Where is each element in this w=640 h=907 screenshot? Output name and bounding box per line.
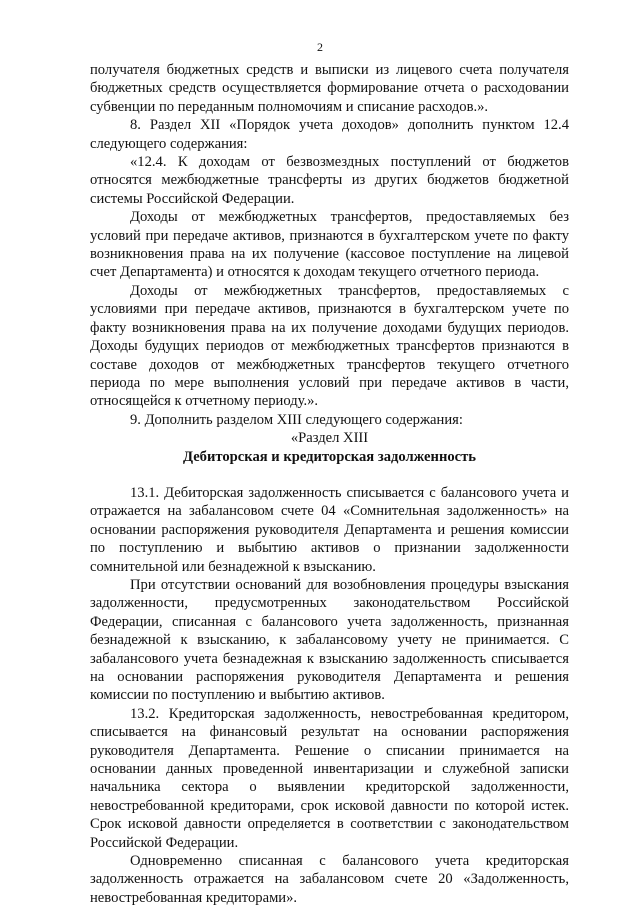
paragraph-simultaneously: Одновременно списанная с балансового учета кредиторская задолженность отражается на забалансовом счете 20 «Задолженность, невостребованная кредиторами». [90, 853, 569, 906]
paragraph-no-grounds: При отсутствии оснований для возобновления процедуры взыскания задолженности, предусмотренных законодательством Российской Федерации, списанная с балансового учета задолженность, признанная безнадежной к взысканию, к забалансовому учету не принимается. С забалансового учета безнадежная к взысканию задолженность списывается на основании распоряжения руководителя Департамента и решения комиссии по поступлению и выбытию активов. [90, 576, 569, 704]
paragraph-13-2: 13.2. Кредиторская задолженность, невостребованная кредитором, списывается на финансовый результат на основании распоряжения руководителя Департамента. Решение о списании принимается на основании данных проведенной инвентаризации и служебной записки начальника сектора о выявлении кредиторской задолженности, невостребованной кредиторами, срок исковой давности по которой истек. Срок исковой давности определяется в соответствии с законодательством Российской Федерации. [90, 705, 569, 851]
section-spacer [90, 466, 569, 484]
paragraph-item-9: 9. Дополнить разделом XIII следующего содержания: [130, 411, 463, 428]
paragraph-12-4: «12.4. К доходам от безвозмездных поступлений от бюджетов относятся межбюджетные трансферты из других бюджетов бюджетной системы Российской Федерации. [90, 154, 569, 207]
paragraph-continuation: получателя бюджетных средств и выписки из лицевого счета получателя бюджетных средств осуществляется формирование отчета о расходовании субвенции по переданным полномочиям и списание расходов.». [90, 62, 569, 115]
paragraph-income-with-conditions: Доходы от межбюджетных трансфертов, предоставляемых с условиями при передаче активов, признаются в бухгалтерском учете по факту возникновения права на их получение доходами будущих периодов. Доходы будущих периодов от межбюджетных трансфертов признаются в составе доходов от межбюджетных трансфертов текущего отчетного периода по мере выполнения условий при передаче активов в части, относящейся к отчетному периоду.». [90, 282, 569, 410]
paragraph-income-without-conditions: Доходы от межбюджетных трансфертов, предоставляемых без условий при передаче активов, признаются в бухгалтерском учете по факту возникновения права на их получение (кассовое поступление на лицевой счет Департамента) и относятся к доходам текущего отчетного периода. [90, 209, 569, 281]
paragraph-13-1: 13.1. Дебиторская задолженность списывается с балансового учета и отражается на забалансовом счете 04 «Сомнительная задолженность» на основании распоряжения руководителя Департамента и решения комиссии по поступлению и выбытию активов о признании задолженности сомнительной или безнадежной к взысканию. [90, 484, 569, 575]
document-body [90, 61, 569, 907]
section-number: «Раздел XIII [290, 430, 369, 447]
section-title: Дебиторская и кредиторская задолженность [182, 448, 477, 465]
page-number: 2 [317, 40, 323, 54]
paragraph-item-8: 8. Раздел XII «Порядок учета доходов» дополнить пунктом 12.4 следующего содержания: [90, 117, 569, 152]
